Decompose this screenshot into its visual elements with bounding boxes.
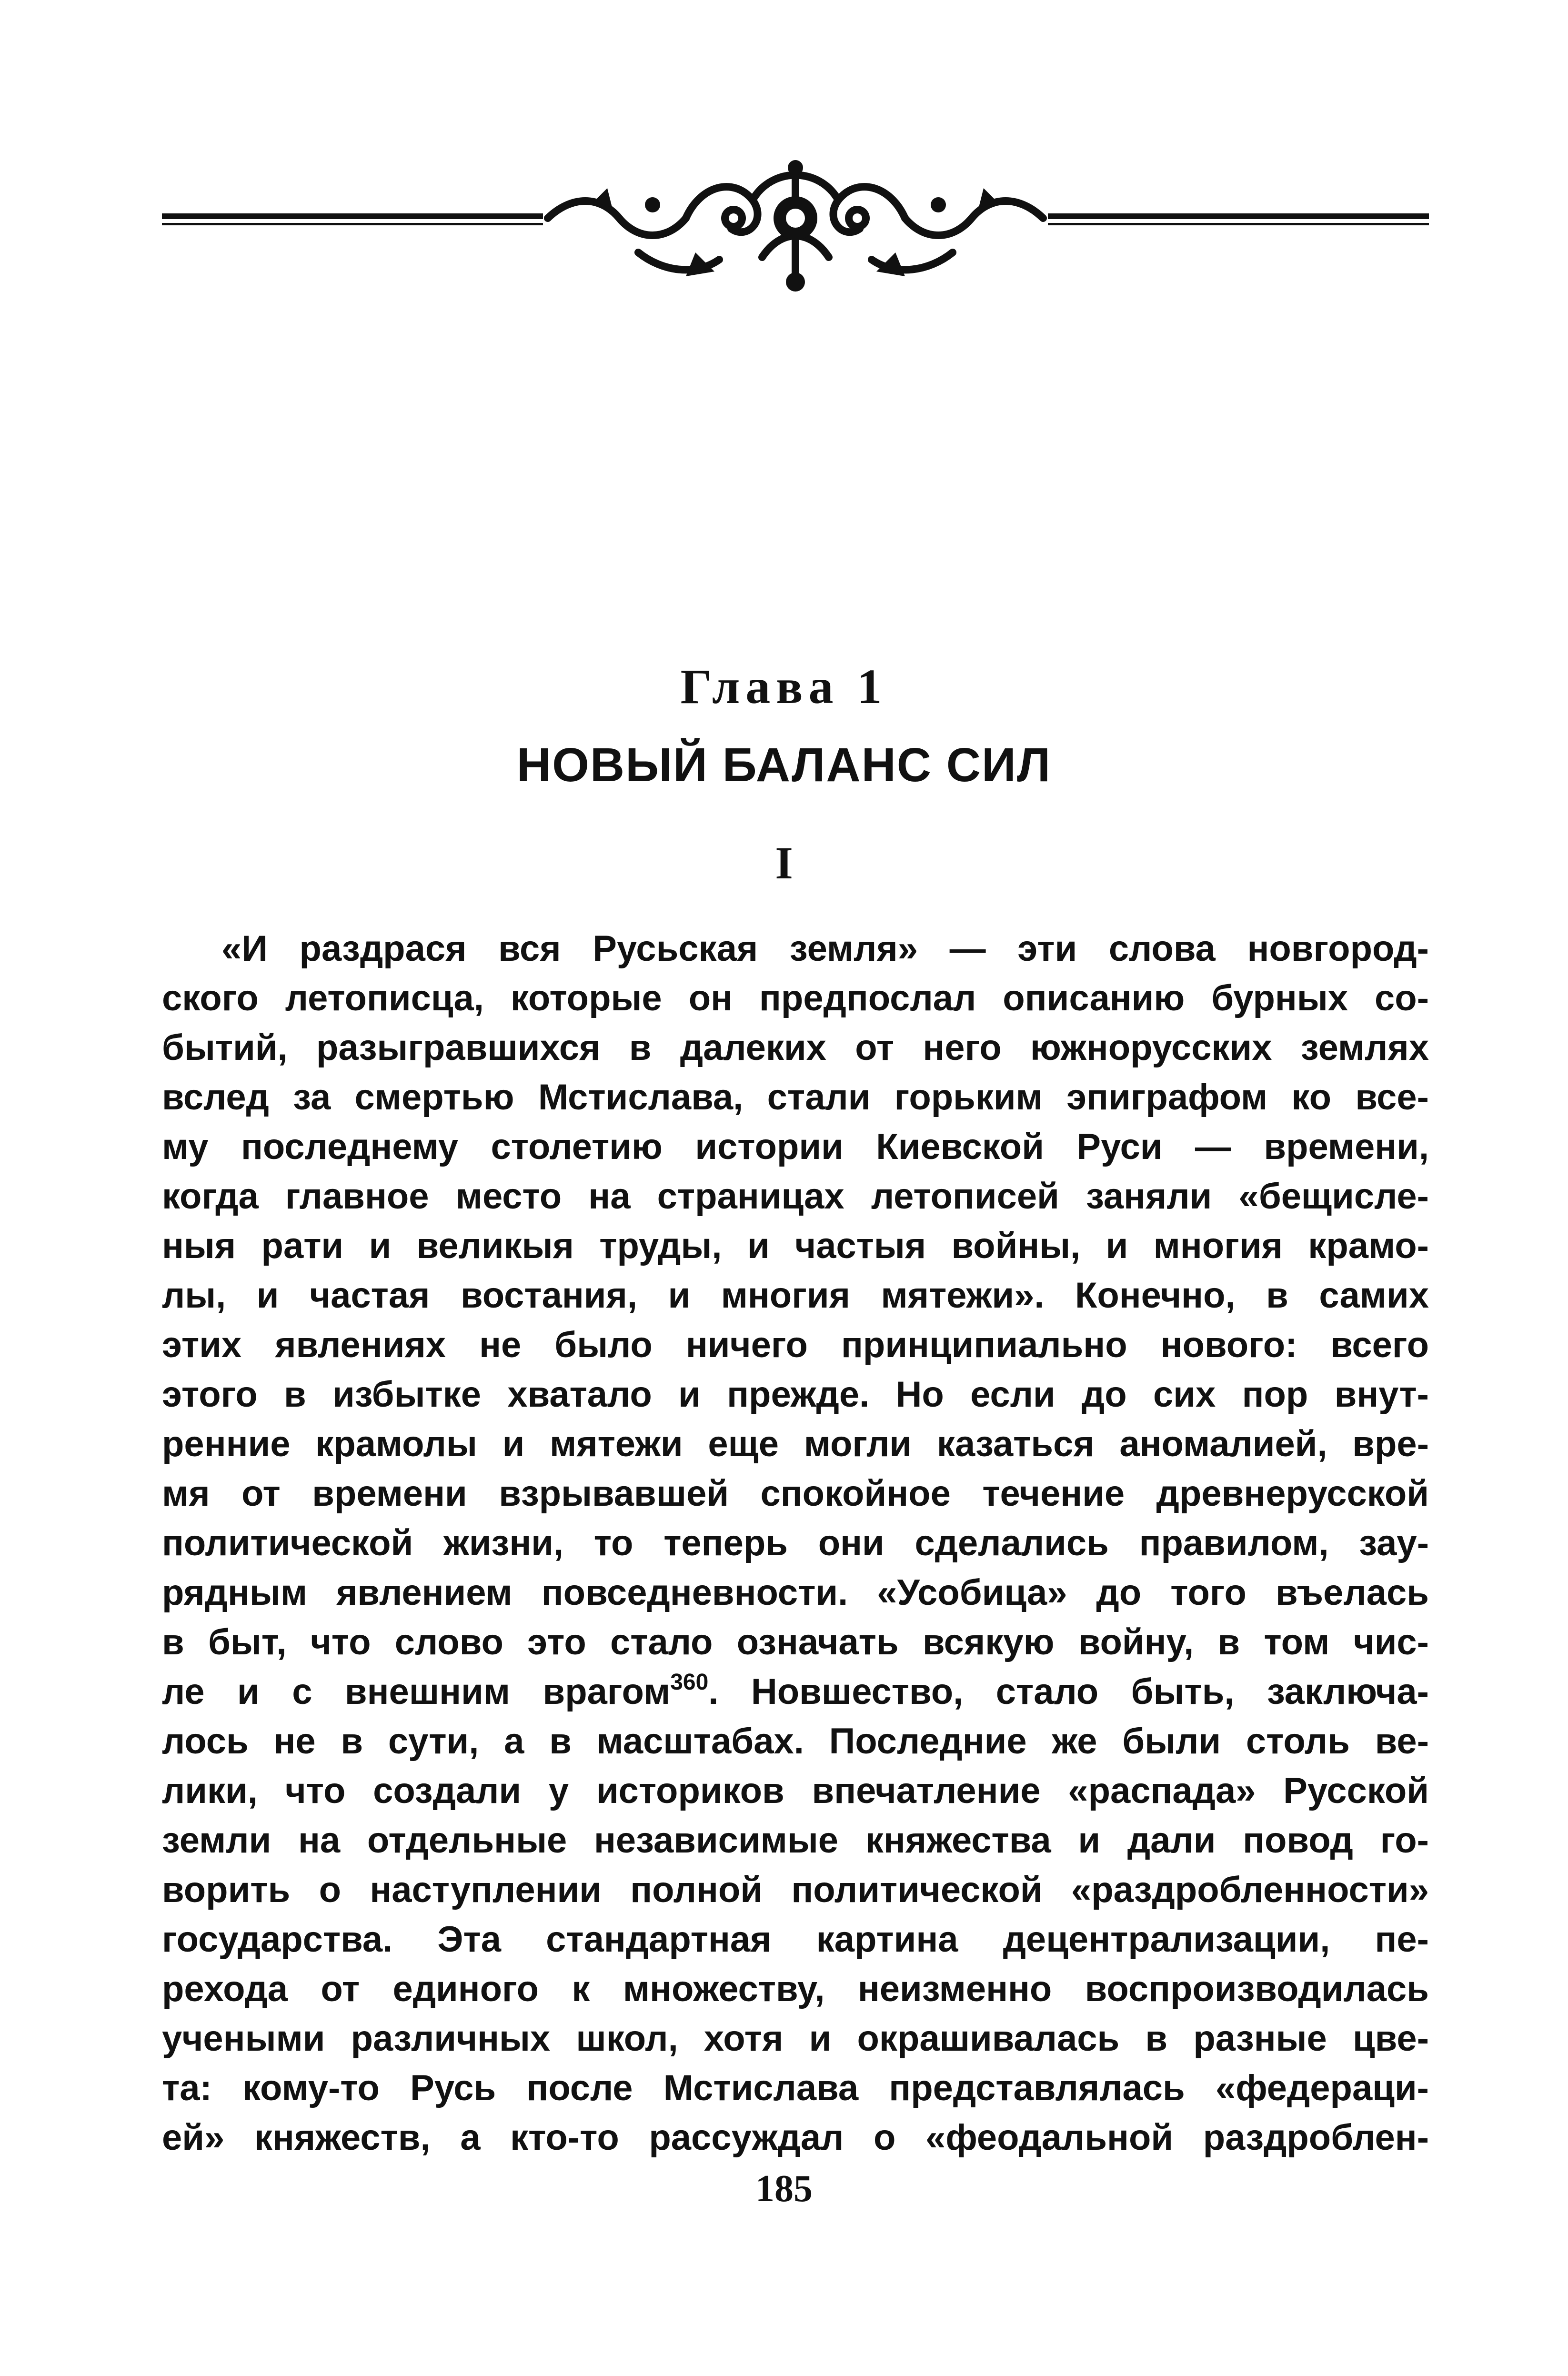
text-line: земли на отдельные независимые княжества и дали повод го- [162,1820,1429,1861]
text-line-with-footnote [162,1667,1429,1717]
ornamental-vignette-icon [162,157,1429,300]
text-line: рядным явлением повседневности. «Усобица» до того въелась [162,1572,1429,1613]
page-number: 185 [755,2168,813,2210]
chapter-heading [0,659,1568,888]
text-line: этого в избытке хватало и прежде. Но если до сих пор внут- [162,1374,1429,1415]
text-line: ворить о наступлении полной политической «раздробленности» [162,1870,1429,1910]
text-line: «И раздрася вся Русьская земля» — эти слова новгород- [221,928,1429,969]
text-line: ренние крамолы и мятежи еще могли казаться аномалией, вре- [162,1424,1429,1464]
text-fragment: . Новшество, стало быть, заключа- [708,1671,1429,1712]
body-paragraph [162,924,1429,2163]
footnote-ref[interactable]: 360 [670,1670,709,1695]
text-line: мя от времени взрывавшей спокойное течение древнерусской [162,1473,1429,1514]
text-line: лось не в сути, а в масштабах. Последние же были столь ве- [162,1721,1429,1762]
section-number: I [775,837,793,888]
text-line: государства. Эта стандартная картина децентрализации, пе- [162,1919,1429,1960]
chapter-label: Глава 1 [680,659,888,714]
text-fragment: ле и с внешним врагом [162,1671,671,1712]
text-line: в быт, что слово это стало означать всякую войну, в том чис- [162,1622,1429,1662]
text-line: учеными различных школ, хотя и окрашивалась в разные цве- [162,2018,1429,2059]
text-line: политической жизни, то теперь они сделались правилом, зау- [162,1523,1429,1563]
text-line: лы, и частая востания, и многия мятежи». Конечно, в самих [162,1275,1429,1316]
text-line: рехода от единого к множеству, неизменно воспроизводилась [162,1969,1429,2009]
text-line: та: кому-то Русь после Мстислава представлялась «федераци- [162,2068,1429,2108]
text-line: му последнему столетию истории Киевской Руси — времени, [162,1127,1429,1167]
text-line: ей» княжеств, а кто-то рассуждал о «феодальной раздроблен- [162,2117,1429,2158]
text-line: когда главное место на страницах летописей заняли «бещисле- [162,1176,1429,1217]
text-line: ныя рати и великыя труды, и частыя войны, и многия крамо- [162,1226,1429,1266]
text-line: ского летописца, которые он предпослал описанию бурных со- [162,978,1429,1018]
text-line: лики, что создали у историков впечатление «распада» Русской [162,1771,1429,1811]
text-line: вслед за смертью Мстислава, стали горьким эпиграфом ко все- [162,1077,1429,1118]
text-line: этих явлениях не было ничего принципиально нового: всего [162,1325,1429,1365]
chapter-title: НОВЫЙ БАЛАНС СИЛ [516,738,1052,792]
text-line: бытий, разыгравшихся в далеких от него южнорусских землях [162,1027,1429,1068]
